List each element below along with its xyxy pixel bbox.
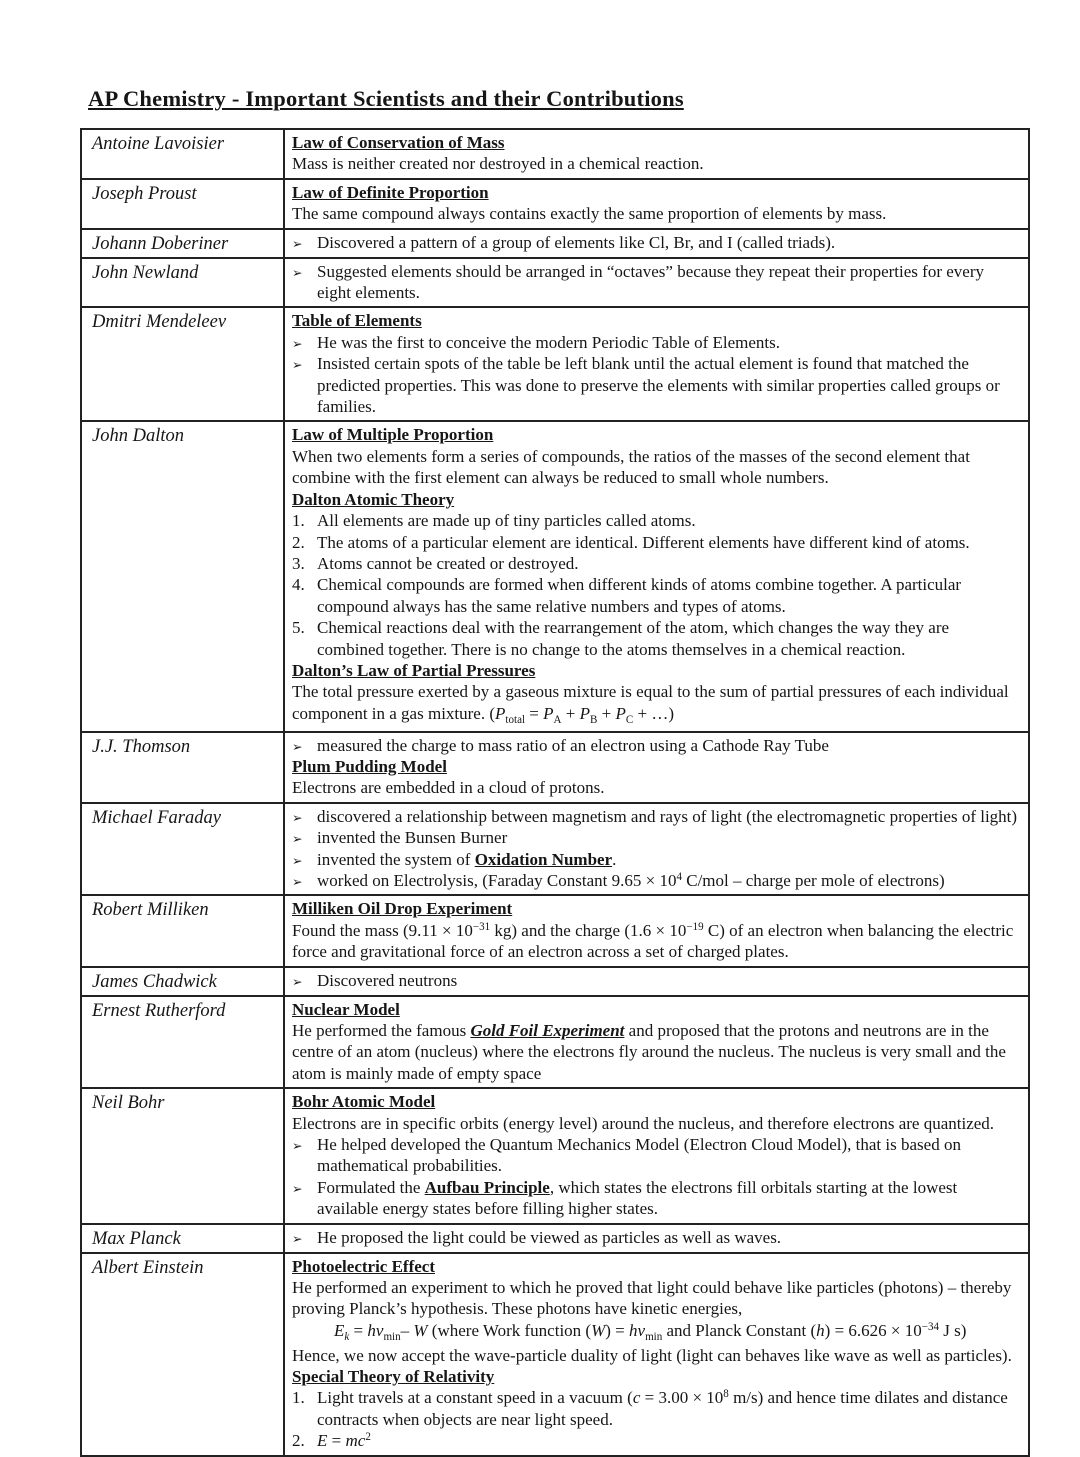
scientist-name: John Newland — [92, 262, 199, 283]
text-segment: The same compound always contains exactly the same proportion of elements by mass. — [292, 204, 887, 224]
table-row — [81, 1253, 1029, 1456]
text-segment: 2 — [365, 1431, 371, 1444]
scientist-cell — [81, 1224, 284, 1253]
content-line-bullet — [292, 806, 1020, 827]
text-segment: P — [615, 703, 626, 723]
text-segment: Law of Definite Proportion — [292, 182, 489, 202]
text-segment: 8 — [723, 1388, 729, 1401]
content-line-heading — [292, 660, 1020, 681]
text-segment: B — [590, 713, 598, 726]
scientist-cell — [81, 1088, 284, 1223]
content-line-para — [292, 203, 1020, 224]
table-row — [81, 129, 1029, 179]
content-cell — [284, 1088, 1029, 1223]
content-line-num — [292, 574, 1020, 617]
content-line-heading — [292, 999, 1020, 1020]
text-segment: and proposed that the protons and neutrons are in the centre of an atom (nucleus) where the electrons fly around the nucleus. The nucleus is very small and the atom is mainly made of empty space — [292, 1020, 1006, 1083]
text-segment: Discovered neutrons — [317, 970, 458, 990]
text-segment: A — [553, 713, 562, 726]
content-line-bullet — [292, 232, 1020, 253]
content-line-heading — [292, 182, 1020, 203]
text-segment: Suggested elements should be arranged in “octaves” because they repeat their properties for every eight elements. — [317, 261, 984, 303]
scientist-name: Johann Doberiner — [92, 233, 229, 254]
content-cell — [284, 421, 1029, 731]
text-segment: , which states the electrons fill orbitals starting at the lowest available energy states before filling higher states. — [317, 1177, 958, 1219]
content-line-heading — [292, 310, 1020, 331]
content-line-heading — [292, 1256, 1020, 1277]
text-segment: Chemical reactions deal with the rearrangement of the atom, which changes the way they are combined together. There is no change to the atoms themselves in a chemical reaction. — [317, 618, 950, 659]
text-segment: C) of an electron when balancing the electric force and gravitational force of an electron across a set of charged plates. — [292, 920, 1014, 962]
text-segment: Dalton’s Law of Partial Pressures — [292, 660, 536, 680]
scientist-name: Joseph Proust — [92, 183, 197, 204]
bullet-arrow-icon: ➢ — [292, 1138, 303, 1154]
text-segment: E — [334, 1320, 345, 1340]
text-segment: P — [579, 703, 590, 723]
text-segment: −34 — [921, 1320, 940, 1333]
text-segment: Hence, we now accept the wave-particle duality of light (light can behaves like wave as well as particles). — [292, 1345, 1012, 1365]
text-segment: invented the Bunsen Burner — [317, 828, 508, 848]
text-segment: C/mol – charge per mole of electrons) — [681, 870, 945, 890]
text-segment: Table of Elements — [292, 311, 422, 331]
text-segment: Electrons are in specific orbits (energy level) around the nucleus, and therefore electrons are quantized. — [292, 1113, 995, 1133]
text-segment: + — [561, 703, 580, 723]
content-line-bullet — [292, 1134, 1020, 1177]
text-segment: Gold Foil Experiment — [470, 1020, 625, 1040]
text-segment: Dalton Atomic Theory — [292, 489, 455, 509]
content-line-para — [292, 446, 1020, 489]
content-line-para — [292, 920, 1020, 963]
bullet-arrow-icon: ➢ — [292, 1230, 303, 1246]
table-row — [81, 307, 1029, 421]
scientist-name: Ernest Rutherford — [92, 1000, 226, 1021]
content-cell — [284, 1253, 1029, 1456]
text-segment: kg) and the charge (1.6 × 10 — [490, 920, 687, 940]
scientist-name: Dmitri Mendeleev — [92, 312, 227, 333]
content-line-num — [292, 532, 1020, 553]
list-number: 2. — [292, 1431, 305, 1451]
content-line-bullet — [292, 353, 1020, 417]
scientist-cell — [81, 229, 284, 258]
bullet-arrow-icon: ➢ — [292, 831, 303, 847]
bullet-arrow-icon: ➢ — [292, 357, 303, 373]
content-line-bullet — [292, 735, 1020, 756]
text-segment: = — [525, 703, 544, 723]
bullet-arrow-icon: ➢ — [292, 809, 303, 825]
text-segment: Chemical compounds are formed when different kinds of atoms combine together. A particular compound always has the same relative numbers and types of atoms. — [317, 575, 962, 616]
content-line-bullet — [292, 849, 1020, 870]
scientist-cell — [81, 895, 284, 966]
table-row — [81, 895, 1029, 966]
text-segment: Photoelectric Effect — [292, 1256, 435, 1276]
scientists-table — [80, 128, 1030, 1457]
bullet-arrow-icon: ➢ — [292, 973, 303, 989]
text-segment: He helped developed the Quantum Mechanics Model (Electron Cloud Model), that is based on mathematical probabilities. — [317, 1135, 961, 1176]
scientist-cell — [81, 996, 284, 1089]
scientists-table-body — [81, 129, 1029, 1456]
content-line-heading — [292, 489, 1020, 510]
text-segment: When two elements form a series of compounds, the ratios of the masses of the second element that combine with the first element can always be reduced to small whole numbers. — [292, 446, 970, 488]
content-line-num — [292, 617, 1020, 660]
content-line-heading — [292, 898, 1020, 919]
scientist-cell — [81, 967, 284, 996]
list-number: 1. — [292, 1388, 305, 1408]
content-line-para — [292, 777, 1020, 798]
text-segment: worked on Electrolysis, (Faraday Constant 9.65 × 10 — [317, 870, 677, 890]
text-segment: total — [505, 713, 526, 726]
content-line-heading — [292, 424, 1020, 445]
text-segment: He was the first to conceive the modern Periodic Table of Elements. — [317, 332, 781, 352]
text-segment: Nuclear Model — [292, 999, 400, 1019]
content-line-para — [292, 153, 1020, 174]
content-line-para — [292, 1277, 1020, 1320]
text-segment: m/s) and hence time dilates and distance contracts when objects are near light speed. — [317, 1388, 1008, 1429]
text-segment: mc — [345, 1431, 366, 1451]
bullet-arrow-icon: ➢ — [292, 873, 303, 889]
scientist-name: Robert Milliken — [92, 900, 209, 921]
text-segment: + — [597, 703, 616, 723]
text-segment: = — [327, 1431, 346, 1451]
bullet-arrow-icon: ➢ — [292, 264, 303, 280]
text-segment: He proposed the light could be viewed as particles as well as waves. — [317, 1227, 782, 1247]
text-segment: 4 — [676, 870, 682, 883]
content-line-formula — [292, 1320, 1020, 1345]
bullet-arrow-icon: ➢ — [292, 1180, 303, 1196]
text-segment: Aufbau Principle — [424, 1177, 550, 1197]
content-line-para — [292, 1345, 1020, 1366]
content-line-para — [292, 1113, 1020, 1134]
list-number: 2. — [292, 532, 305, 552]
scientist-name: Michael Faraday — [92, 807, 221, 828]
text-segment: + …) — [633, 703, 674, 723]
text-segment: invented the system of — [317, 849, 475, 869]
content-cell — [284, 179, 1029, 229]
text-segment: hv — [367, 1320, 384, 1340]
text-segment: Found the mass (9.11 × 10 — [292, 920, 473, 940]
table-row — [81, 229, 1029, 258]
content-cell — [284, 967, 1029, 996]
table-row — [81, 803, 1029, 896]
scientist-name: John Dalton — [92, 426, 184, 447]
text-segment: = 3.00 × 10 — [640, 1388, 724, 1408]
text-segment: Law of Conservation of Mass — [292, 133, 505, 152]
table-row — [81, 258, 1029, 308]
text-segment: hv — [629, 1320, 646, 1340]
table-row — [81, 179, 1029, 229]
content-line-bullet — [292, 1177, 1020, 1220]
text-segment: Mass is neither created nor destroyed in a chemical reaction. — [292, 154, 704, 174]
text-segment: He performed the famous — [292, 1020, 471, 1040]
bullet-arrow-icon: ➢ — [292, 235, 303, 251]
content-line-num — [292, 553, 1020, 574]
table-row — [81, 732, 1029, 803]
scientist-name: Antoine Lavoisier — [92, 134, 225, 154]
text-segment: −31 — [472, 920, 491, 933]
page-title: AP Chemistry - Important Scientists and their Contributions — [88, 86, 684, 111]
text-segment: min — [383, 1330, 401, 1343]
text-segment: and Planck Constant ( — [662, 1320, 817, 1340]
content-line-bullet — [292, 261, 1020, 304]
scientist-name: Max Planck — [92, 1228, 181, 1249]
content-line-heading — [292, 1091, 1020, 1112]
text-segment: ) = 6.626 × 10 — [824, 1320, 922, 1340]
content-cell — [284, 996, 1029, 1089]
text-segment: h — [816, 1320, 825, 1340]
content-line-num — [292, 510, 1020, 531]
scientist-cell — [81, 732, 284, 803]
content-cell — [284, 732, 1029, 803]
text-segment: . — [612, 849, 617, 869]
scientist-name: Neil Bohr — [92, 1093, 165, 1114]
table-row — [81, 1088, 1029, 1223]
text-segment: Special Theory of Relativity — [292, 1367, 495, 1387]
content-cell — [284, 307, 1029, 421]
table-row — [81, 1224, 1029, 1253]
text-segment: Atoms cannot be created or destroyed. — [317, 553, 579, 573]
content-cell — [284, 895, 1029, 966]
text-segment: Plum Pudding Model — [292, 756, 447, 776]
text-segment: Insisted certain spots of the table be left blank until the actual element is found that matched the predicted properties. This was done to preserve the elements with similar properties called groups or families. — [317, 354, 1000, 417]
content-line-bullet — [292, 827, 1020, 848]
list-number: 5. — [292, 618, 305, 638]
text-segment: Light travels at a constant speed in a vacuum ( — [317, 1388, 633, 1408]
text-segment: Bohr Atomic Model — [292, 1092, 436, 1112]
text-segment: −19 — [686, 920, 704, 933]
scientist-name: Albert Einstein — [92, 1257, 204, 1278]
scientist-cell — [81, 129, 284, 179]
content-line-para — [292, 1020, 1020, 1084]
text-segment: P — [495, 703, 506, 723]
scientist-cell — [81, 307, 284, 421]
scientist-cell — [81, 179, 284, 229]
content-line-heading — [292, 132, 1020, 153]
text-segment: k — [344, 1330, 350, 1343]
text-segment: The total pressure exerted by a gaseous mixture is equal to the sum of partial pressures of each individual component in a gas mixture. ( — [292, 682, 1009, 723]
table-row — [81, 967, 1029, 996]
scientist-name: J.J. Thomson — [92, 736, 191, 757]
content-cell — [284, 258, 1029, 308]
text-segment: ) = — [605, 1320, 630, 1340]
text-segment: Discovered a pattern of a group of elements like Cl, Br, and I (called triads). — [317, 232, 836, 252]
text-segment: J s) — [939, 1320, 967, 1340]
text-segment: The atoms of a particular element are identical. Different elements have different kind of atoms. — [317, 532, 970, 552]
list-number: 3. — [292, 553, 305, 573]
text-segment: Milliken Oil Drop Experiment — [292, 899, 513, 919]
text-segment: E — [317, 1431, 328, 1451]
text-segment: – — [400, 1320, 414, 1340]
content-line-bullet — [292, 332, 1020, 353]
content-line-num — [292, 1387, 1020, 1430]
scientist-name: James Chadwick — [92, 971, 217, 992]
content-line-bullet — [292, 970, 1020, 991]
content-cell — [284, 129, 1029, 179]
list-number: 4. — [292, 575, 305, 595]
text-segment: C — [625, 713, 634, 726]
text-segment: min — [645, 1330, 663, 1343]
text-segment: measured the charge to mass ratio of an electron using a Cathode Ray Tube — [317, 735, 829, 755]
text-segment: (where Work function ( — [427, 1320, 592, 1340]
text-segment: Electrons are embedded in a cloud of protons. — [292, 778, 605, 798]
scientist-cell — [81, 258, 284, 308]
text-segment: P — [543, 703, 554, 723]
content-line-para — [292, 681, 1020, 727]
content-cell — [284, 229, 1029, 258]
content-line-num — [292, 1430, 1020, 1451]
text-segment: = — [349, 1320, 368, 1340]
content-line-bullet — [292, 1227, 1020, 1248]
bullet-arrow-icon: ➢ — [292, 852, 303, 868]
content-cell — [284, 1224, 1029, 1253]
list-number: 1. — [292, 511, 305, 531]
bullet-arrow-icon: ➢ — [292, 738, 303, 754]
content-cell — [284, 803, 1029, 896]
bullet-arrow-icon: ➢ — [292, 335, 303, 351]
text-segment: Formulated the — [317, 1177, 425, 1197]
scientist-cell — [81, 803, 284, 896]
text-segment: He performed an experiment to which he proved that light could behave like particles (photons) – thereby proving Planck’s hypothesis. These photons have kinetic energies, — [292, 1278, 1012, 1319]
text-segment: W — [591, 1320, 606, 1340]
scientist-cell — [81, 1253, 284, 1456]
table-row — [81, 421, 1029, 731]
scientist-cell — [81, 421, 284, 731]
content-line-bullet — [292, 870, 1020, 891]
text-segment: W — [413, 1320, 428, 1340]
text-segment: Oxidation Number — [474, 849, 613, 869]
table-row — [81, 996, 1029, 1089]
text-segment: All elements are made up of tiny particles called atoms. — [317, 511, 696, 531]
text-segment: Law of Multiple Proportion — [292, 425, 494, 445]
content-line-heading — [292, 756, 1020, 777]
content-line-heading — [292, 1366, 1020, 1387]
text-segment: discovered a relationship between magnetism and rays of light (the electromagnetic properties of light) — [317, 806, 1018, 826]
text-segment: c — [632, 1388, 641, 1408]
